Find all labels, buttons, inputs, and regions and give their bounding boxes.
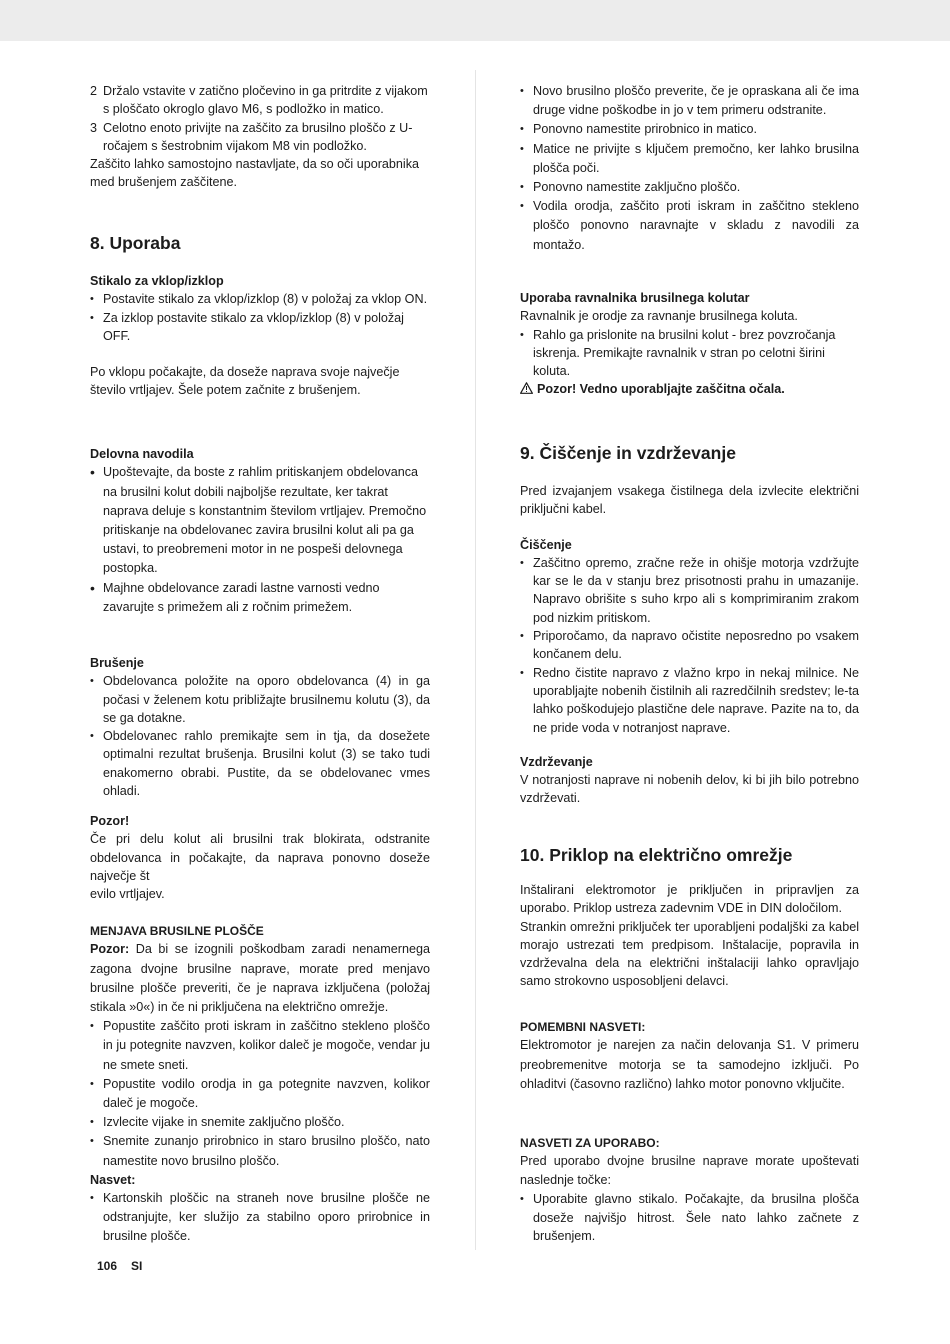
list-item: • Vodila orodja, zaščito proti iskram in zaščitno stekleno ploščo ponovno naravnajte v skladu z navodili za montažo. — [520, 197, 859, 255]
list-item: • Matice ne privijte s ključem premočno, ker lahko brusilna plošča poči. — [520, 140, 859, 178]
clean-intro: Pred izvajanjem vsakega čistilnega dela izvlecite električni priključni kabel. — [520, 484, 859, 517]
list-item: • Redno čistite napravo z vlažno krpo in nekaj milnice. Ne uporabljajte nobenih čistilnih ali razredčilnih sredstev; le-ta lahko poškodujejo plastične dele naprave. Pazite na to, da ne pride voda v notranjost naprave. — [520, 664, 859, 737]
use-tips-heading: NASVETI ZA UPORABO: — [520, 1136, 660, 1150]
top-bar — [0, 0, 950, 41]
list-item: • Rahlo ga prislonite na brusilni kolut - brez povzročanja iskrenja. Premikajte ravnalnik v stran po celotni širini koluta. — [520, 326, 859, 381]
step-note: Zaščito lahko samostojno nastavljate, da so oči uporabnika med brušenjem zaščitene. — [90, 157, 420, 190]
maintenance-text: V notranjosti naprave ni nobenih delov, ki bi jih bilo potrebno vzdrževati. — [520, 773, 859, 806]
list-item: • Novo brusilno ploščo preverite, če je opraskana ali če ima druge vidne poškodbe in jo v tem primeru odstranite. — [520, 82, 859, 120]
step-item: 3 Celotno enoto privijte na zaščito za brusilno ploščo z U-ročajem s šestrobnim vijakom M8 vin podložko. — [90, 119, 430, 156]
list-item: • Kartonskih ploščic na straneh nove brusilne plošče ne odstranjujte, ker služijo za stabilno oporo prirobnice in brusilne plošče. — [90, 1189, 430, 1247]
use-tips-section — [520, 1134, 859, 1246]
power-section — [520, 881, 859, 991]
list-item: • Uporabite glavno stikalo. Počakajte, da brusilna plošča doseže najvišjo hitrost. Šele nato lahko začnete z brušenjem. — [520, 1190, 859, 1246]
list-item: • Priporočamo, da napravo očistite neposredno po vsakem končanem delu. — [520, 627, 859, 664]
dresser-section — [520, 289, 859, 399]
step-item: 2 Držalo vstavite v zatično pločevino in ga pritrdite z vijakom s ploščato okroglo glavo M6, s podložko in matico. — [90, 82, 430, 119]
section-heading-power: 10. Priklop na električno omrežje — [520, 845, 793, 865]
work-section — [90, 445, 430, 617]
list-item: • Obdelovanec rahlo premikajte sem in tja, da dosežete optimalni rezultat brušenja. Brusilni kolut (3) se tako tudi enakomerno obrabi. Pustite, da se obdelovanec vmes ohladi. — [90, 727, 430, 800]
list-item: • Majhne obdelovance zaradi lastne varnosti vedno zavarujte s primežem ali z ročnim primežem. — [90, 579, 430, 617]
list-item: • Snemite zunanjo prirobnico in staro brusilno ploščo, nato namestite novo brusilno ploščo. — [90, 1132, 430, 1170]
page-number: 106 — [97, 1259, 118, 1273]
list-item: • Popustite vodilo orodja in ga potegnite navzven, kolikor daleč je mogoče. — [90, 1075, 430, 1113]
maintenance-heading: Vzdrževanje — [520, 754, 593, 769]
assembly-steps — [90, 82, 430, 192]
power-text: Inštalirani elektromotor je priključen in pripravljen za uporabo. Priklop ustreza zadevnim VDE in DIN določilom. — [520, 883, 859, 916]
switch-heading: Stikalo za vklop/izklop — [90, 274, 224, 288]
cleaning-section — [520, 482, 859, 808]
caution-section — [90, 812, 430, 903]
change-text: Pozor: Da bi se izognili poškodbam zaradi nenamernega zagona dvojne brusilne naprave, morate pred menjavo brusilne plošče preveriti, če je naprava izključena (položaj stikala »0«) in če ni priključena na električno omrežje. — [90, 942, 431, 1014]
change-section — [90, 922, 430, 1247]
list-item: • Izvlecite vijake in snemite zaključno ploščo. — [90, 1113, 430, 1132]
dresser-heading: Uporaba ravnalnika brusilnega kolutar — [520, 291, 750, 305]
change-continued — [520, 82, 859, 255]
list-item: • Zaščitno opremo, zračne reže in ohišje motorja vzdržujte kar se le da v stanju brez prisotnosti prahu in umazanije. Napravo obrišite s suho krpo ali s komprimiranim zrakom pod nizkim pritiskom. — [520, 554, 859, 627]
caution-text-cont: evilo vrtljajev. — [90, 887, 165, 902]
change-heading: MENJAVA BRUSILNE PLOŠČE — [90, 924, 264, 938]
list-item: • Za izklop postavite stikalo za vklop/izklop (8) v položaj OFF. — [90, 309, 430, 346]
dresser-warning: Pozor! Vedno uporabljajte zaščitna očala. — [520, 380, 859, 398]
tips-heading: Nasvet: — [90, 1172, 136, 1187]
switch-note: Po vklopu počakajte, da doseže naprava svoje največje število vrtljajev. Šele potem začnite z brušenjem. — [90, 365, 400, 398]
caution-text: Če pri delu kolut ali brusilni trak blokirata, odstranite obdelovanca in počakajte, da naprava ponovno doseže največje št — [90, 832, 430, 883]
important-text: Elektromotor je narejen za način delovanja S1. V primeru preobremenitve motorja se ta samodejno izključi. Po ohladitvi (časovno različno) lahko motor ponovno vključite. — [520, 1038, 859, 1092]
section-heading-usage: 8. Uporaba — [90, 233, 181, 253]
grinding-heading: Brušenje — [90, 656, 144, 670]
important-heading: POMEMBNI NASVETI: — [520, 1020, 646, 1034]
grinding-section — [90, 654, 430, 800]
use-tips-text: Pred uporabo dvojne brusilne naprave morate upoštevati naslednje točke: — [520, 1154, 859, 1188]
warning-triangle-icon — [520, 382, 533, 394]
change-label: Pozor: — [90, 942, 130, 957]
cleaning-heading: Čiščenje — [520, 537, 572, 552]
list-item: • Popustite zaščito proti iskram in zaščitno stekleno ploščo in ju potegnite navzven, kolikor daleč je mogoče, vendar ju ne smete sneti. — [90, 1017, 430, 1075]
power-text-2: Strankin omrežni priključek ter uporabljeni podaljški za kabel morajo ustrezati tem predpisom. Inštalacije, popravila in vzdrževalna dela na električni inštalaciji lahko opravljajo samo strokovno usposobljeni delavci. — [520, 919, 859, 989]
important-section — [520, 1018, 859, 1095]
column-divider — [475, 70, 476, 1250]
list-item: • Upoštevajte, da boste z rahlim pritiskanjem obdelovanca na brusilni kolut dobili najboljše rezultate, ker takrat naprava deluje s konstantnim številom vrtljajev. Premočno pritiskanje na obdelovanec zavira brusilni kolut ali pa ga ustavi, to preobremeni motor in ne pospeši delovnega postopka. — [90, 463, 430, 578]
language-code: SI — [131, 1259, 143, 1273]
section-heading-cleaning: 9. Čiščenje in vzdrževanje — [520, 443, 736, 463]
list-item: • Ponovno namestite zaključno ploščo. — [520, 178, 859, 197]
dresser-text: Ravnalnik je orodje za ravnanje brusilnega koluta. — [520, 309, 798, 324]
list-item: • Ponovno namestite prirobnico in matico. — [520, 120, 859, 139]
work-heading: Delovna navodila — [90, 447, 194, 461]
switch-section — [90, 272, 430, 400]
list-item: • Postavite stikalo za vklop/izklop (8) v položaj za vklop ON. — [90, 290, 430, 308]
page-footer — [97, 1257, 156, 1275]
caution-heading: Pozor! — [90, 814, 130, 828]
list-item: • Obdelovanca položite na oporo obdelovanca (4) in ga počasi v želenem kotu približajte brusilnemu kolutu (3), da se ga dotakne. — [90, 672, 430, 727]
